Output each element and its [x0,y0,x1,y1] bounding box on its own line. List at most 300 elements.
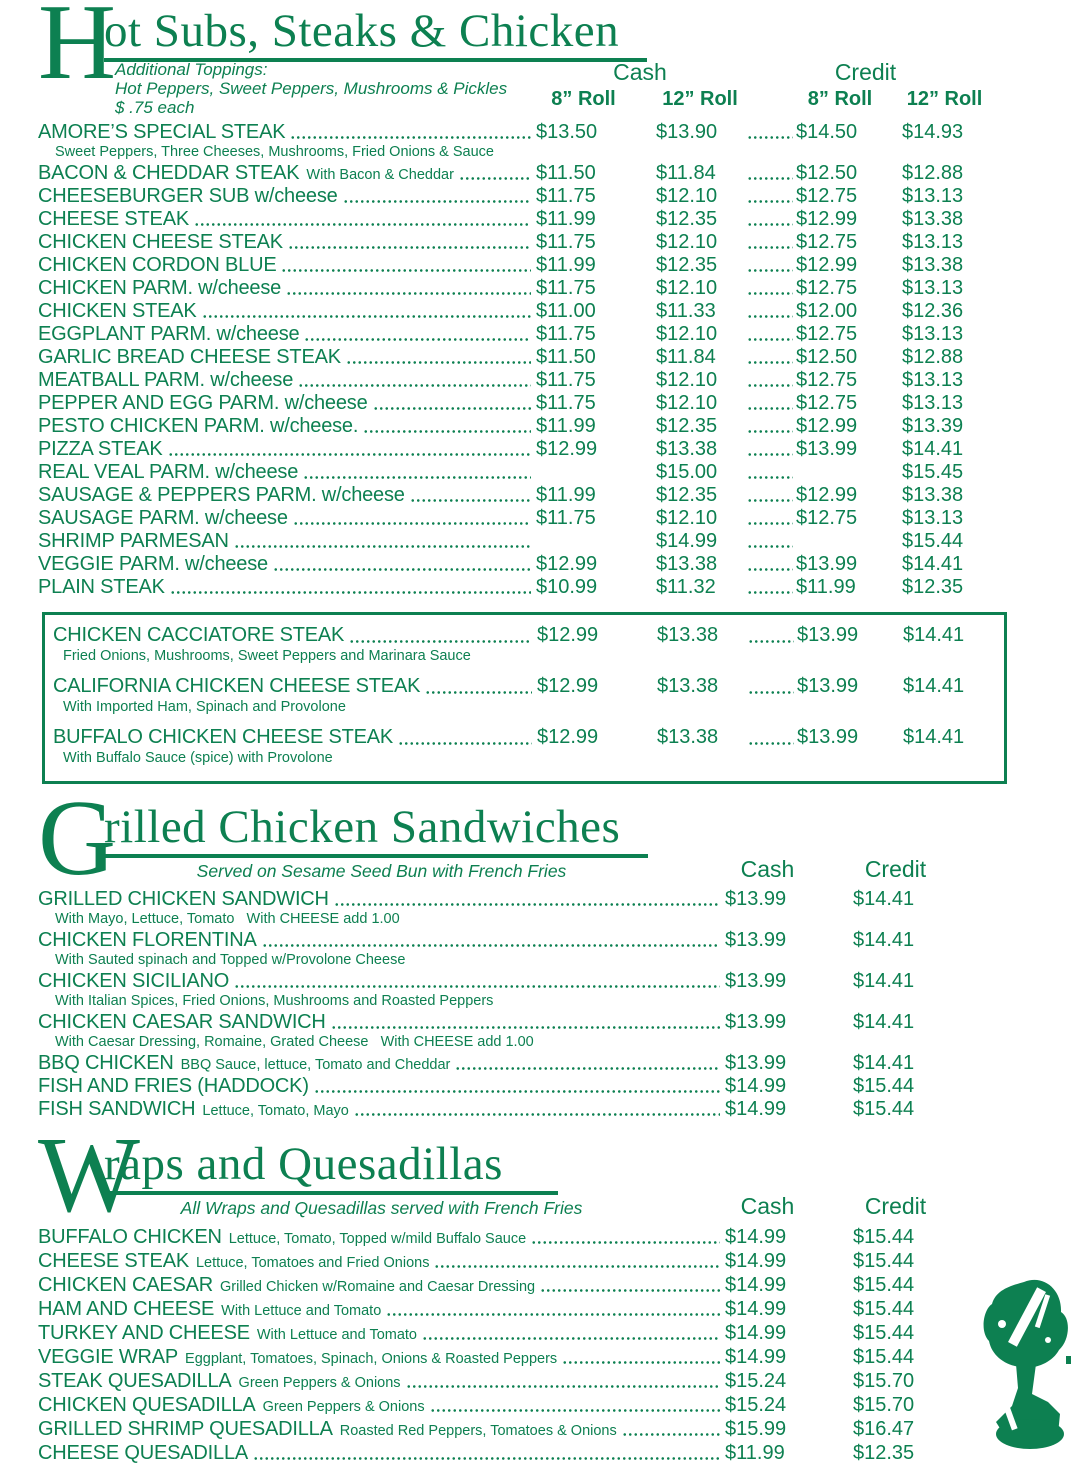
price-credit-8roll: $12.75 [796,277,858,299]
grilled-chicken-header-row [38,856,938,884]
dot-leader [262,943,720,948]
price-cash-12roll: $12.10 [656,369,718,391]
price-credit-8roll: $12.00 [796,300,858,322]
menu-item [38,208,987,231]
price-credit-12roll: $13.39 [902,415,964,437]
item-inline-description: BBQ Sauce, lettuce, Tomato and Cheddar [180,1057,451,1073]
drop-cap-letter: W [38,1116,140,1235]
price-credit-12roll: $13.13 [902,185,964,207]
price-credit-12roll: $13.13 [902,392,964,414]
item-name: CHICKEN CORDON BLUE [38,254,277,276]
dot-leader-mid [747,337,793,342]
menu-item-row [38,185,987,208]
dot-leader [253,1456,720,1461]
menu-item [38,970,938,1011]
price-credit-12roll: $13.38 [902,254,964,276]
section-title: rilled Chicken Sandwiches [104,800,648,858]
price-cash-12roll: $12.10 [656,231,718,253]
price-cash-8roll: $11.75 [536,185,596,207]
item-inline-description: Green Peppers & Onions [238,1375,401,1391]
dot-leader [410,498,531,503]
price-cash-12roll: $14.99 [656,530,718,552]
item-name: CHICKEN PARM. w/cheese [38,277,282,299]
price-cash: $14.99 [725,1298,787,1320]
dot-leader [346,360,531,365]
price-cash: $13.99 [725,1011,787,1033]
menu-item [53,675,988,717]
menu-item [38,1225,938,1249]
price-credit-12roll: $12.88 [902,162,964,184]
dot-leader-mid [747,498,793,503]
dot-leader-mid [747,268,793,273]
price-credit-12roll: $13.38 [902,484,964,506]
price-cash-8roll: $11.75 [536,392,596,414]
price-credit-12roll: $13.13 [902,231,964,253]
price-credit-12roll: $15.44 [902,530,964,552]
menu-item [38,1249,938,1273]
price-cash-12roll: $11.32 [656,576,716,598]
menu-item [38,1369,938,1393]
menu-item [38,254,987,277]
dot-leader [168,452,532,457]
menu-item [38,888,938,929]
menu-item-row [38,1321,938,1345]
item-sub-description: With Caesar Dressing, Romaine, Grated Cheese With CHEESE add 1.00 [55,1034,534,1050]
price-cash-8roll: $12.99 [537,675,599,697]
grilled-chicken-item-list [38,888,938,1121]
menu-item [38,1011,938,1052]
price-cash-12roll: $12.10 [656,392,718,414]
dot-leader [304,337,531,342]
menu-item [38,530,987,553]
dot-leader-mid [747,383,793,388]
price-cash-12roll: $11.84 [656,346,716,368]
price-credit-12roll: $14.41 [902,553,964,575]
item-name: CHICKEN FLORENTINA [38,929,257,951]
menu-item-row [38,162,987,185]
menu-item-row [38,530,987,553]
price-credit-8roll: $12.75 [796,323,858,345]
dot-leader [234,544,531,549]
menu-item [38,369,987,392]
price-credit-8roll: $12.75 [796,369,858,391]
menu-item-row [53,675,988,699]
price-cash: $13.99 [725,1052,787,1074]
section-note: Served on Sesame Seed Bun with French Fries [196,861,567,881]
dot-leader-mid [747,245,793,250]
item-name: GRILLED CHICKEN SANDWICH [38,888,329,910]
price-cash: $14.99 [725,1322,787,1344]
menu-item-row [38,254,987,277]
dot-leader-mid [747,314,793,319]
item-name: CHICKEN QUESADILLA [38,1394,256,1416]
dot-leader-mid [747,199,793,204]
menu-item-row [38,1075,938,1098]
note-line: Additional Toppings: [115,60,268,79]
price-cash-8roll: $11.99 [536,484,596,506]
dot-leader [406,1384,720,1389]
menu-item [38,162,987,185]
item-name: PLAIN STEAK [38,576,165,598]
price-cash-12roll: $13.90 [656,121,718,143]
menu-item [38,121,987,162]
item-name: BUFFALO CHICKEN [38,1226,222,1248]
price-cash-12roll: $13.38 [657,726,719,748]
menu-item-row [38,121,987,144]
menu-item [53,624,988,666]
price-cash: $13.99 [725,970,787,992]
price-cash: $15.24 [725,1394,787,1416]
dot-leader-mid [747,521,793,526]
price-cash-8roll: $11.75 [536,507,596,529]
price-credit: $15.70 [853,1370,915,1392]
price-cash-8roll: $12.99 [536,438,598,460]
price-cash-12roll: $12.10 [656,277,718,299]
item-sub-description: With Italian Spices, Fried Onions, Mushrooms and Roasted Peppers [55,993,494,1009]
menu-item [53,726,988,768]
menu-item-row [38,438,987,461]
dot-leader-mid [748,741,794,746]
item-name: PEPPER AND EGG PARM. w/cheese [38,392,368,414]
dot-leader [334,902,720,907]
price-credit-12roll: $14.41 [903,726,965,748]
price-credit-12roll: $13.13 [902,507,964,529]
price-cash: $11.99 [725,1442,785,1464]
menu-item-row [38,484,987,507]
item-sub-description: With Imported Ham, Spinach and Provolone [63,699,346,715]
price-credit: $12.35 [853,1442,915,1464]
price-credit-12roll: $12.88 [902,346,964,368]
price-credit-8roll: $12.99 [796,415,858,437]
menu-item-row [38,888,938,911]
item-name: CHICKEN CAESAR SANDWICH [38,1011,326,1033]
menu-item-row [38,231,987,254]
section-note: All Wraps and Quesadillas served with French Fries [180,1198,583,1218]
price-credit: $15.44 [853,1346,915,1368]
price-credit: $15.70 [853,1394,915,1416]
price-cash-12roll: $12.35 [656,415,718,437]
price-cash: $14.99 [725,1075,787,1097]
dot-leader-mid [747,544,793,549]
menu-item [38,929,938,970]
menu-item-row [38,1345,938,1369]
item-name: CHEESE QUESADILLA [38,1442,249,1464]
menu-item-row [38,1052,938,1075]
dot-leader [343,199,531,204]
dot-leader-mid [747,135,793,140]
price-cash-8roll: $11.99 [536,254,596,276]
note-line: $ .75 each [115,98,195,117]
menu-item-row [38,1297,938,1321]
dot-leader [170,590,531,595]
menu-item-row [38,970,938,993]
price-cash: $15.99 [725,1418,787,1440]
dot-leader [398,741,532,746]
menu-item [38,1417,938,1441]
item-name: PIZZA STEAK [38,438,163,460]
item-sub-description: With Buffalo Sauce (spice) with Provolone [63,750,333,766]
dot-leader-mid [747,291,793,296]
menu-item-row [38,346,987,369]
cash-column-header: Cash [740,856,795,882]
menu-item [38,1345,938,1369]
menu-item-row [38,1393,938,1417]
menu-item-row [38,392,987,415]
price-credit-12roll: $15.45 [902,461,964,483]
dot-leader-mid [747,590,793,595]
menu-item-row [38,1441,938,1465]
menu-item [38,415,987,438]
item-name: CHEESE STEAK [38,1250,189,1272]
menu-item-row [53,726,988,750]
dot-leader [430,1408,720,1413]
price-cash-12roll: $12.35 [656,254,718,276]
item-name: HAM AND CHEESE [38,1298,215,1320]
menu-item-row [38,1369,938,1393]
menu-item-row [38,1225,938,1249]
menu-item [38,1052,938,1075]
item-name: BBQ CHICKEN [38,1052,174,1074]
item-sub-description: With Mayo, Lettuce, Tomato With CHEESE add 1.00 [55,911,400,927]
item-name: CHEESEBURGER SUB w/cheese [38,185,338,207]
price-credit-8roll: $13.99 [796,553,858,575]
price-credit: $16.47 [853,1418,915,1440]
item-inline-description: Lettuce, Tomato, Mayo [202,1103,349,1119]
item-name: CHICKEN SICILIANO [38,970,230,992]
price-cash-12roll: $13.38 [656,553,718,575]
price-cash-8roll: $12.99 [537,726,599,748]
item-inline-description: Lettuce, Tomatoes and Fried Onions [195,1255,430,1271]
credit-8-roll-header: 8” Roll [807,88,873,110]
dot-leader [234,984,720,989]
cash-12-roll-header: 12” Roll [662,88,738,110]
menu-item-row [38,461,987,484]
price-cash-12roll: $11.33 [656,300,716,322]
menu-item [38,461,987,484]
item-name: PESTO CHICKEN PARM. w/cheese. [38,415,359,437]
menu-item-row [38,929,938,952]
price-cash-8roll: $11.99 [536,208,596,230]
dot-leader [531,1240,720,1245]
menu-item-row [38,507,987,530]
menu-item [38,553,987,576]
price-credit-8roll: $12.75 [796,392,858,414]
dot-leader [562,1360,720,1365]
item-inline-description: Eggplant, Tomatoes, Spinach, Onions & Roasted Peppers [185,1351,558,1367]
dot-leader [288,245,531,250]
hot-subs-item-list [38,121,987,599]
menu-item [38,277,987,300]
menu-item [38,1075,938,1098]
dot-leader [425,690,532,695]
price-credit-12roll: $13.13 [902,277,964,299]
menu-item [38,392,987,415]
dot-leader [281,268,531,273]
price-credit-8roll: $12.75 [796,185,858,207]
dot-leader [202,314,531,319]
price-cash-8roll: $11.50 [536,346,596,368]
menu-item-row [38,300,987,323]
dot-leader [314,1089,720,1094]
menu-item [38,323,987,346]
price-credit: $14.41 [853,970,915,992]
menu-item-row [38,415,987,438]
menu-item [38,438,987,461]
price-credit: $15.44 [853,1250,915,1272]
item-name: VEGGIE WRAP [38,1346,179,1368]
credit-12-roll-header: 12” Roll [906,88,983,110]
section-title: raps and Quesadillas [104,1137,558,1195]
price-credit-12roll: $14.41 [903,675,965,697]
item-name: GRILLED SHRIMP QUESADILLA [38,1418,333,1440]
menu-item-row [38,1011,938,1034]
item-inline-description: Roasted Red Peppers, Tomatoes & Onions [339,1423,617,1439]
dot-leader [373,406,532,411]
item-name: TURKEY AND CHEESE [38,1322,250,1344]
dot-leader [194,222,531,227]
price-credit: $14.41 [853,1052,915,1074]
price-credit-12roll: $12.35 [902,576,964,598]
price-cash: $13.99 [725,888,787,910]
price-cash: $14.99 [725,1274,787,1296]
price-credit-8roll: $12.75 [796,507,858,529]
dot-leader [422,1336,720,1341]
item-name: CHICKEN CACCIATORE STEAK [53,624,345,646]
price-cash-12roll: $11.84 [656,162,716,184]
price-cash: $14.99 [725,1346,787,1368]
dot-leader [303,475,531,480]
dot-leader-mid [747,222,793,227]
item-name: AMORE’S SPECIAL STEAK [38,121,286,143]
menu-item-row [53,624,988,648]
price-credit: $15.44 [853,1226,915,1248]
dot-leader-mid [747,406,793,411]
dot-leader-mid [747,452,793,457]
menu-item [38,346,987,369]
dot-leader-mid [747,429,793,434]
menu-item [38,1098,938,1121]
price-cash-12roll: $12.35 [656,484,718,506]
menu-item-row [38,1417,938,1441]
price-credit-12roll: $14.93 [902,121,964,143]
price-cash-8roll: $11.75 [536,323,596,345]
price-cash-12roll: $15.00 [656,461,718,483]
credit-column-header: Credit [834,59,897,85]
dot-leader [354,1112,720,1117]
menu-item [38,1297,938,1321]
price-credit: $15.44 [853,1274,915,1296]
dot-leader-mid [747,176,793,181]
menu-item-row [38,323,987,346]
item-name: SAUSAGE & PEPPERS PARM. w/cheese [38,484,405,506]
menu-item-row [38,1273,938,1297]
dot-leader [386,1312,720,1317]
price-credit: $14.41 [853,929,915,951]
menu-item-row [38,277,987,300]
item-sub-description: Sweet Peppers, Three Cheeses, Mushrooms, Fried Onions & Sauce [55,144,494,160]
price-cash-8roll: $12.99 [536,553,598,575]
payment-group-headers [536,60,987,85]
cash-8-roll-header: 8” Roll [551,88,616,110]
price-cash-8roll: $11.50 [536,162,596,184]
price-credit-8roll: $12.50 [796,346,858,368]
menu-item [38,1441,938,1465]
item-name: BUFFALO CHICKEN CHEESE STEAK [53,726,394,748]
price-credit-8roll: $11.99 [796,576,856,598]
item-name: STEAK QUESADILLA [38,1370,232,1392]
menu-item-row [38,1098,938,1121]
price-credit: $14.41 [853,888,915,910]
price-credit-12roll: $13.13 [902,369,964,391]
item-name: BACON & CHEDDAR STEAK [38,162,300,184]
price-cash-12roll: $12.10 [656,507,718,529]
dot-leader-mid [748,639,794,644]
item-name: EGGPLANT PARM. w/cheese [38,323,300,345]
price-credit-8roll: $12.75 [796,231,858,253]
menu-item-row [38,553,987,576]
price-cash-8roll: $13.50 [536,121,598,143]
price-cash-8roll: $11.75 [536,231,596,253]
dot-leader [455,1066,720,1071]
price-credit-12roll: $14.41 [902,438,964,460]
price-credit-8roll: $13.99 [797,675,859,697]
item-inline-description: Lettuce, Tomato, Topped w/mild Buffalo Sauce [228,1231,527,1247]
note-line: Hot Peppers, Sweet Peppers, Mushrooms & Pickles [115,79,508,98]
price-cash-12roll: $12.10 [656,323,718,345]
dot-leader [349,639,532,644]
dot-leader [298,383,531,388]
item-sub-description: Fried Onions, Mushrooms, Sweet Peppers and Marinara Sauce [63,648,471,664]
price-credit: $15.44 [853,1075,915,1097]
price-credit-12roll: $14.41 [903,624,965,646]
cash-column-header: Cash [613,59,667,85]
dot-leader [434,1264,720,1269]
item-inline-description: With Bacon & Cheddar [306,167,454,183]
price-cash-12roll: $12.35 [656,208,718,230]
price-cash: $14.99 [725,1226,787,1248]
item-name: SHRIMP PARMESAN [38,530,229,552]
price-cash: $14.99 [725,1250,787,1272]
price-credit-8roll: $14.50 [796,121,858,143]
menu-item-row [38,208,987,231]
item-name: SAUSAGE PARM. w/cheese [38,507,288,529]
wraps-header-row [38,1193,938,1221]
price-cash-12roll: $13.38 [657,675,719,697]
drop-cap-letter: H [38,0,116,102]
price-credit-8roll: $13.99 [797,624,859,646]
price-credit-8roll: $13.99 [796,438,858,460]
item-name: CALIFORNIA CHICKEN CHEESE STEAK [53,675,421,697]
dot-leader [540,1288,720,1293]
price-column-headers [536,60,987,117]
menu-item [38,1393,938,1417]
menu-item [38,507,987,530]
item-name: CHICKEN CHEESE STEAK [38,231,283,253]
price-credit: $15.44 [853,1298,915,1320]
price-cash-8roll: $12.99 [537,624,599,646]
dot-leader-mid [747,475,793,480]
price-credit-8roll: $12.99 [796,484,858,506]
price-credit-8roll: $13.99 [797,726,859,748]
menu-item [38,1273,938,1297]
price-cash-8roll: $11.75 [536,369,596,391]
price-credit-8roll: $12.99 [796,208,858,230]
item-name: FISH SANDWICH [38,1098,196,1120]
dot-leader [459,176,531,181]
price-cash-12roll: $13.38 [657,624,719,646]
item-name: FISH AND FRIES (HADDOCK) [38,1075,309,1097]
credit-column-header: Credit [864,1193,927,1219]
